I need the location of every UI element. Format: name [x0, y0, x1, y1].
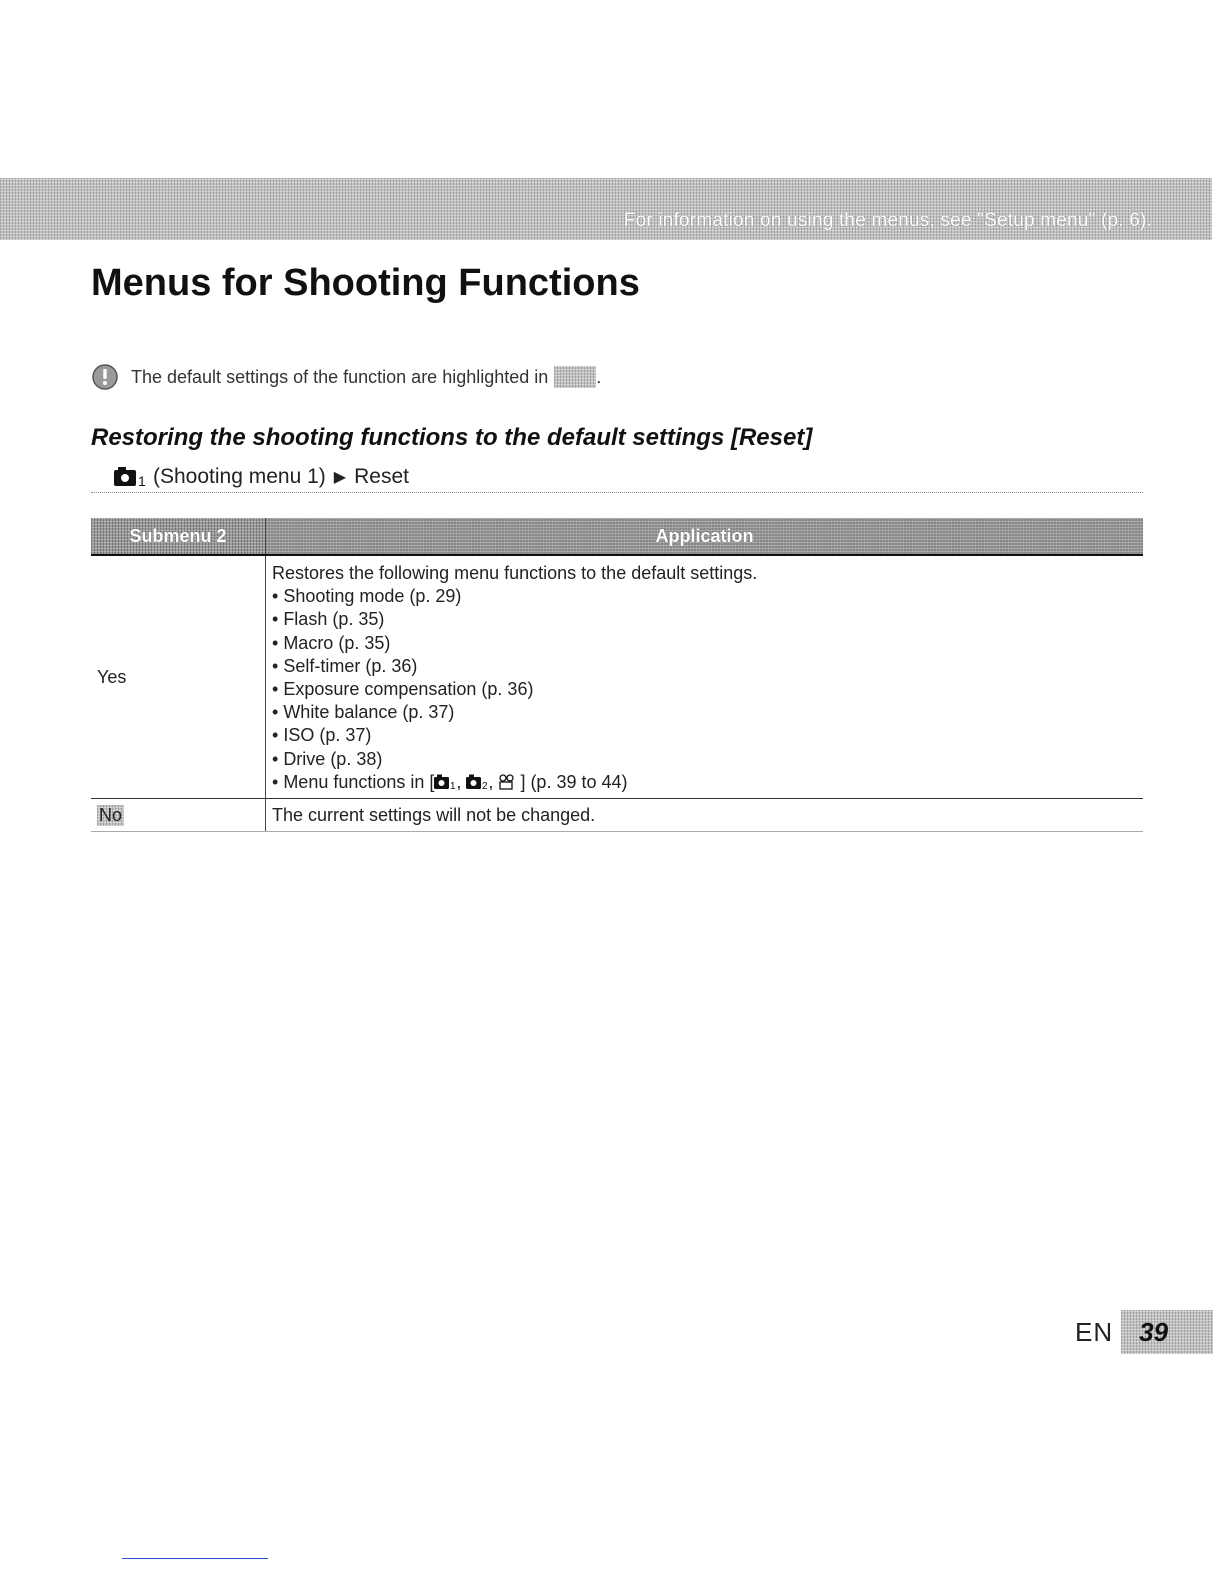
note-text: The default settings of the function are highlighted in	[131, 366, 549, 387]
movie-icon	[498, 773, 520, 789]
list-item: • White balance (p. 37)	[272, 701, 1143, 724]
submenu-cell	[91, 555, 266, 799]
page-title: Menus for Shooting Functions	[91, 262, 640, 304]
svg-text:1: 1	[450, 780, 456, 790]
application-intro: Restores the following menu functions to the default settings.	[272, 563, 758, 583]
list-item: • Drive (p. 38)	[272, 748, 1143, 771]
arrow-right-icon: ▶	[333, 469, 347, 486]
menu-path-item: Reset	[354, 465, 409, 488]
page-number-area	[1075, 1310, 1213, 1354]
menu-path	[91, 462, 1143, 493]
list-item: • Flash (p. 35)	[272, 608, 1143, 631]
svg-text:1: 1	[138, 473, 146, 488]
list-item: • Self-timer (p. 36)	[272, 655, 1143, 678]
camera-icon	[113, 466, 149, 488]
header-application: Application	[266, 518, 1144, 555]
settings-table	[91, 518, 1143, 832]
table-row	[91, 555, 1143, 799]
footer-divider	[122, 1558, 268, 1559]
default-note	[91, 362, 601, 392]
language-label: EN	[1075, 1316, 1114, 1347]
section-heading: Restoring the shooting functions to the default settings [Reset]	[91, 424, 813, 451]
header-submenu: Submenu 2	[91, 518, 266, 555]
camera-icon	[434, 773, 456, 789]
menu-path-menu: (Shooting menu 1)	[153, 465, 326, 488]
page-number: 39	[1121, 1310, 1213, 1354]
table-header-row	[91, 518, 1143, 555]
list-item: • Shooting mode (p. 29)	[272, 585, 1143, 608]
top-banner	[0, 178, 1212, 240]
list-item: • Exposure compensation (p. 36)	[272, 678, 1143, 701]
submenu-yes: Yes	[97, 666, 127, 687]
table-row	[91, 799, 1143, 832]
submenu-cell	[91, 799, 266, 832]
svg-text:2: 2	[482, 780, 488, 790]
caution-icon	[91, 363, 119, 391]
highlight-swatch	[554, 366, 596, 388]
submenu-no: No	[99, 804, 123, 825]
list-item: • Macro (p. 35)	[272, 632, 1143, 655]
camera-icon	[466, 773, 488, 789]
application-cell: The current settings will not be changed.	[266, 799, 1144, 832]
banner-text: For information on using the menus, see "Setup menu" (p. 6).	[623, 210, 1152, 231]
list-item: • ISO (p. 37)	[272, 724, 1143, 747]
note-suffix: .	[596, 366, 602, 387]
list-item-menu-functions: • Menu functions in [ 1 , 2 , ] (p. 39 to 44)	[272, 771, 1143, 794]
application-cell	[266, 555, 1144, 799]
